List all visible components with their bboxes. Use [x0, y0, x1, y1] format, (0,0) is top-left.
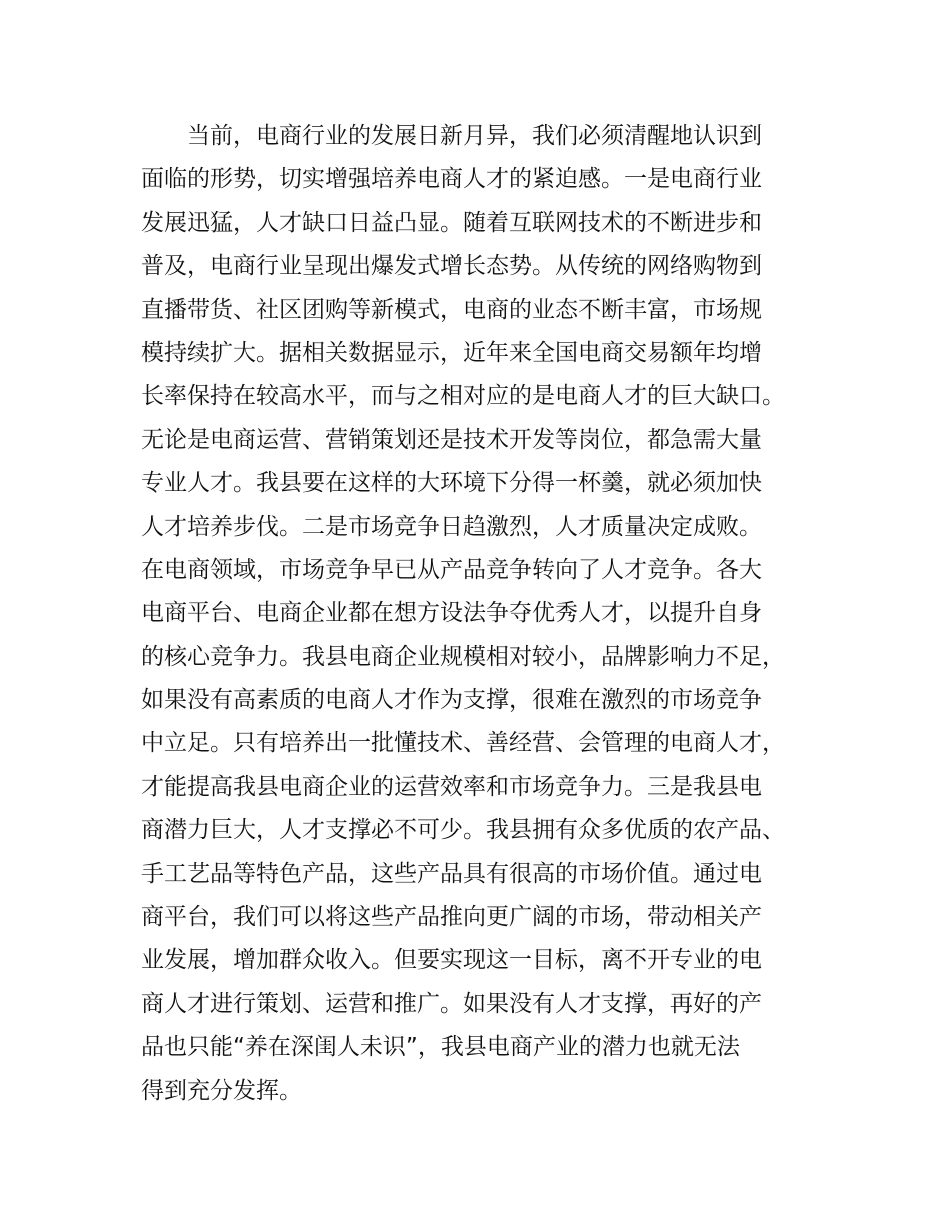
- paragraph-line: 无论是电商运营、营销策划还是技术开发等岗位，都急需大量: [141, 426, 762, 453]
- paragraph-line: 发展迅猛，人才缺口日益凸显。随着互联网技术的不断进步和: [141, 209, 762, 236]
- paragraph-line: 商潜力巨大，人才支撑必不可少。我县拥有众多优质的农产品、: [141, 817, 785, 844]
- paragraph-line: 的核心竞争力。我县电商企业规模相对较小，品牌影响力不足，: [141, 643, 785, 670]
- paragraph-line: 面临的形势，切实增强培养电商人才的紧迫感。一是电商行业: [141, 166, 762, 193]
- paragraph-line: 当前，电商行业的发展日新月异，我们必须清醒地认识到: [187, 123, 762, 149]
- paragraph-line: 专业人才。我县要在这样的大环境下分得一杯羹，就必须加快: [141, 470, 762, 497]
- paragraph-line: 业发展，增加群众收入。但要实现这一目标，离不开专业的电: [141, 947, 762, 974]
- paragraph-line: 得到充分发挥。: [141, 1077, 302, 1104]
- body-paragraph: [141, 115, 841, 1113]
- paragraph-line: 如果没有高素质的电商人才作为支撑，很难在激烈的市场竞争: [141, 687, 762, 714]
- paragraph-line: 模持续扩大。据相关数据显示，近年来全国电商交易额年均增: [141, 339, 762, 366]
- paragraph-line: 商人才进行策划、运营和推广。如果没有人才支撑，再好的产: [141, 990, 762, 1017]
- paragraph-line: 才能提高我县电商企业的运营效率和市场竞争力。三是我县电: [141, 773, 762, 800]
- paragraph-line: 商平台，我们可以将这些产品推向更广阔的市场，带动相关产: [141, 904, 762, 931]
- paragraph-line: 普及，电商行业呈现出爆发式增长态势。从传统的网络购物到: [141, 253, 762, 280]
- paragraph-line: 人才培养步伐。二是市场竞争日趋激烈，人才质量决定成败。: [141, 513, 762, 540]
- paragraph-line: 在电商领域，市场竞争早已从产品竞争转向了人才竞争。各大: [141, 556, 762, 583]
- paragraph-line: 长率保持在较高水平，而与之相对应的是电商人才的巨大缺口。: [141, 383, 785, 410]
- paragraph-line: 直播带货、社区团购等新模式，电商的业态不断丰富，市场规: [141, 296, 762, 323]
- paragraph-line: 电商平台、电商企业都在想方设法争夺优秀人才，以提升自身: [141, 600, 762, 627]
- paragraph-line: 中立足。只有培养出一批懂技术、善经营、会管理的电商人才，: [141, 730, 785, 757]
- paragraph-line: 手工艺品等特色产品，这些产品具有很高的市场价值。通过电: [141, 860, 762, 887]
- paragraph-line: 品也只能“养在深闺人未识”，我县电商产业的潜力也就无法: [141, 1034, 740, 1061]
